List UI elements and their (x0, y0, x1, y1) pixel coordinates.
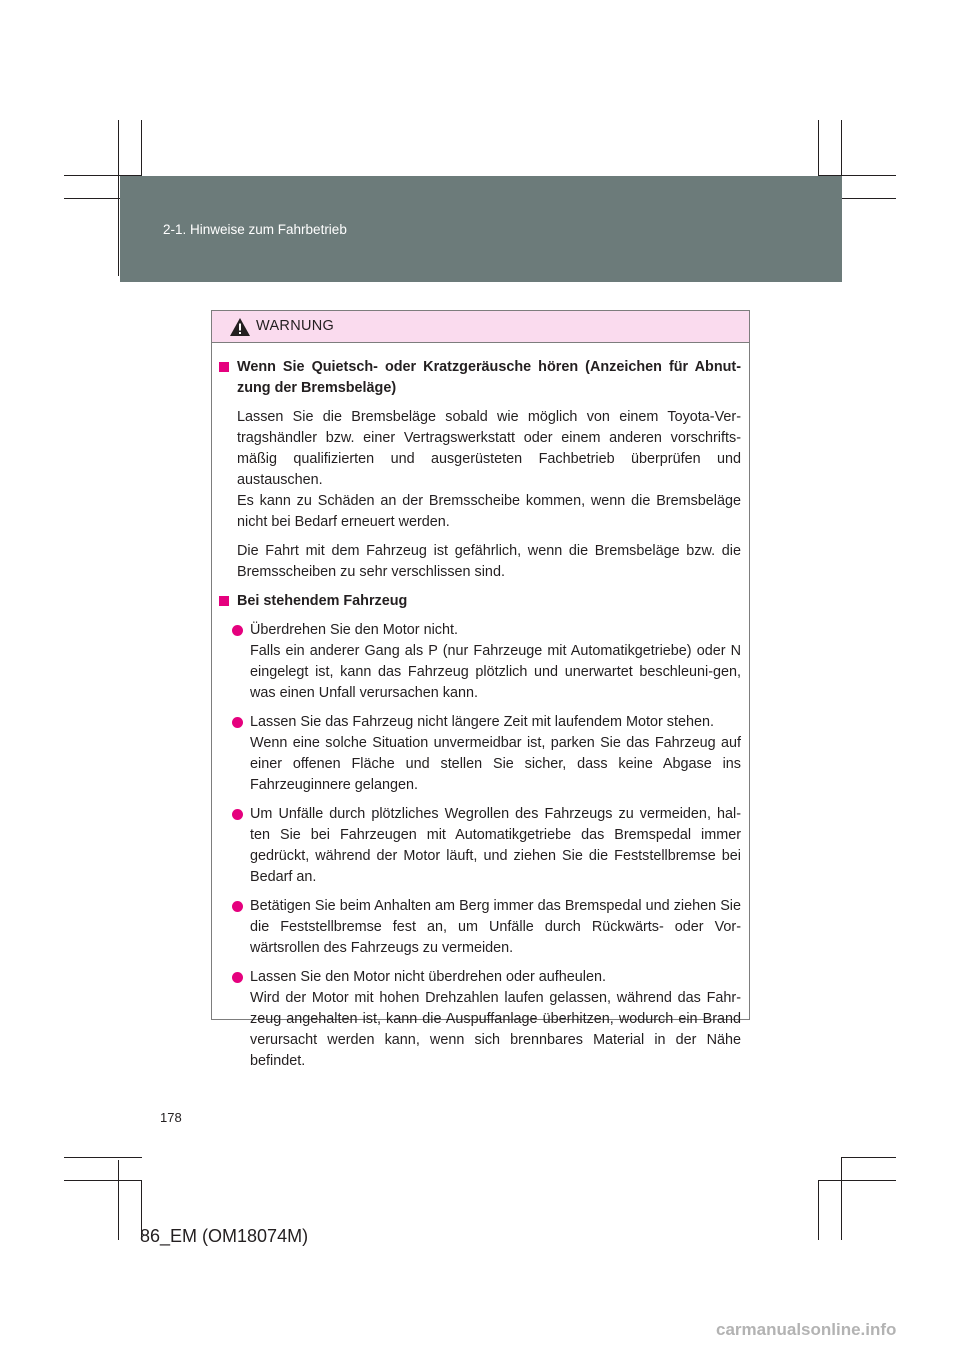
crop-mark (818, 1180, 819, 1240)
bullet-line: Um Unfälle durch plötzliches Wegrollen des Fahrzeugs zu vermeiden, hal-ten Sie bei Fahrzeugen mit Automatikgetriebe das Bremspedal immer gedrückt, während der Motor läuft, und ziehen Sie die Feststellbremse bei Bedarf an. (250, 806, 741, 885)
paragraph (219, 407, 741, 533)
square-bullet-icon (219, 362, 229, 372)
bullet-line: Wird der Motor mit hohen Drehzahlen laufen gelassen, während das Fahr-zeug angehalten ist, kann die Auspuffanlage überhitzen, wodurch ein Brand verursacht werden kann, wenn sich brennbares Material in der Nähe befindet. (250, 990, 741, 1069)
circle-bullet-icon (232, 809, 243, 820)
watermark: carmanualsonline.info (716, 1320, 897, 1339)
section-heading (219, 357, 741, 399)
warning-body (212, 343, 749, 1072)
square-bullet-icon (219, 596, 229, 606)
circle-bullet-icon (232, 625, 243, 636)
warning-triangle-icon (229, 317, 251, 337)
crop-mark (841, 1157, 896, 1158)
bullet-line: Wenn eine solche Situation unvermeidbar ist, parken Sie das Fahrzeug auf einer offenen Fläche und stellen Sie sicher, dass keine Abgase ins Fahrzeuginnere gelangen. (250, 735, 741, 793)
section-title: 2-1. Hinweise zum Fahrbetrieb (163, 222, 347, 237)
crop-mark (818, 1180, 896, 1181)
bullet-item (219, 967, 741, 1072)
warning-box (211, 310, 750, 1069)
bullet-item (219, 712, 741, 796)
crop-mark (64, 1180, 142, 1181)
paragraph-line: Lassen Sie die Bremsbeläge sobald wie möglich von einem Toyota-Ver-tragshändler bzw. einer Vertragswerkstatt oder einem anderen vorschrifts-mäßig qualifizierten und ausgerüsteten Fachbetrieb überprüfen und austauschen. (237, 409, 741, 488)
bullet-item (219, 804, 741, 888)
bullet-line: Falls ein anderer Gang als P (nur Fahrzeuge mit Automatikgetriebe) oder N eingelegt ist, kann das Fahrzeug plötzlich und unerwartet beschleuni-gen, was einen Unfall verursachen kann. (250, 643, 741, 701)
bullet-item (219, 620, 741, 704)
circle-bullet-icon (232, 972, 243, 983)
bullet-line: Lassen Sie das Fahrzeug nicht längere Zeit mit laufendem Motor stehen. (250, 714, 714, 730)
heading-text: Wenn Sie Quietsch- oder Kratzgeräusche hören (Anzeichen für Abnut-zung der Bremsbeläge) (237, 359, 741, 396)
paragraph-line: Die Fahrt mit dem Fahrzeug ist gefährlich, wenn die Bremsbeläge bzw. die Bremsscheiben zu sehr verschlissen sind. (237, 543, 741, 580)
bullet-item (219, 896, 741, 959)
paragraph-line: Es kann zu Schäden an der Bremsscheibe kommen, wenn die Bremsbeläge nicht bei Bedarf erneuert werden. (237, 493, 741, 530)
section-heading (219, 591, 741, 612)
crop-mark (64, 1157, 142, 1158)
model-code: 86_EM (OM18074M) (140, 1226, 309, 1246)
crop-mark (118, 1160, 119, 1240)
paragraph (219, 541, 741, 583)
page-number: 178 (160, 1110, 182, 1125)
crop-mark (841, 1157, 842, 1240)
circle-bullet-icon (232, 717, 243, 728)
bullet-line: Betätigen Sie beim Anhalten am Berg immer das Bremspedal und ziehen Sie die Feststellbremse fest an, um Unfälle durch Rückwärts- oder Vor-wärtsrollen des Fahrzeugs zu vermeiden. (250, 898, 741, 956)
warning-label: WARNUNG (256, 318, 335, 334)
bullet-line: Überdrehen Sie den Motor nicht. (250, 622, 458, 638)
circle-bullet-icon (232, 901, 243, 912)
warning-header (212, 311, 749, 343)
bullet-line: Lassen Sie den Motor nicht überdrehen oder aufheulen. (250, 969, 607, 985)
heading-text: Bei stehendem Fahrzeug (237, 593, 408, 609)
